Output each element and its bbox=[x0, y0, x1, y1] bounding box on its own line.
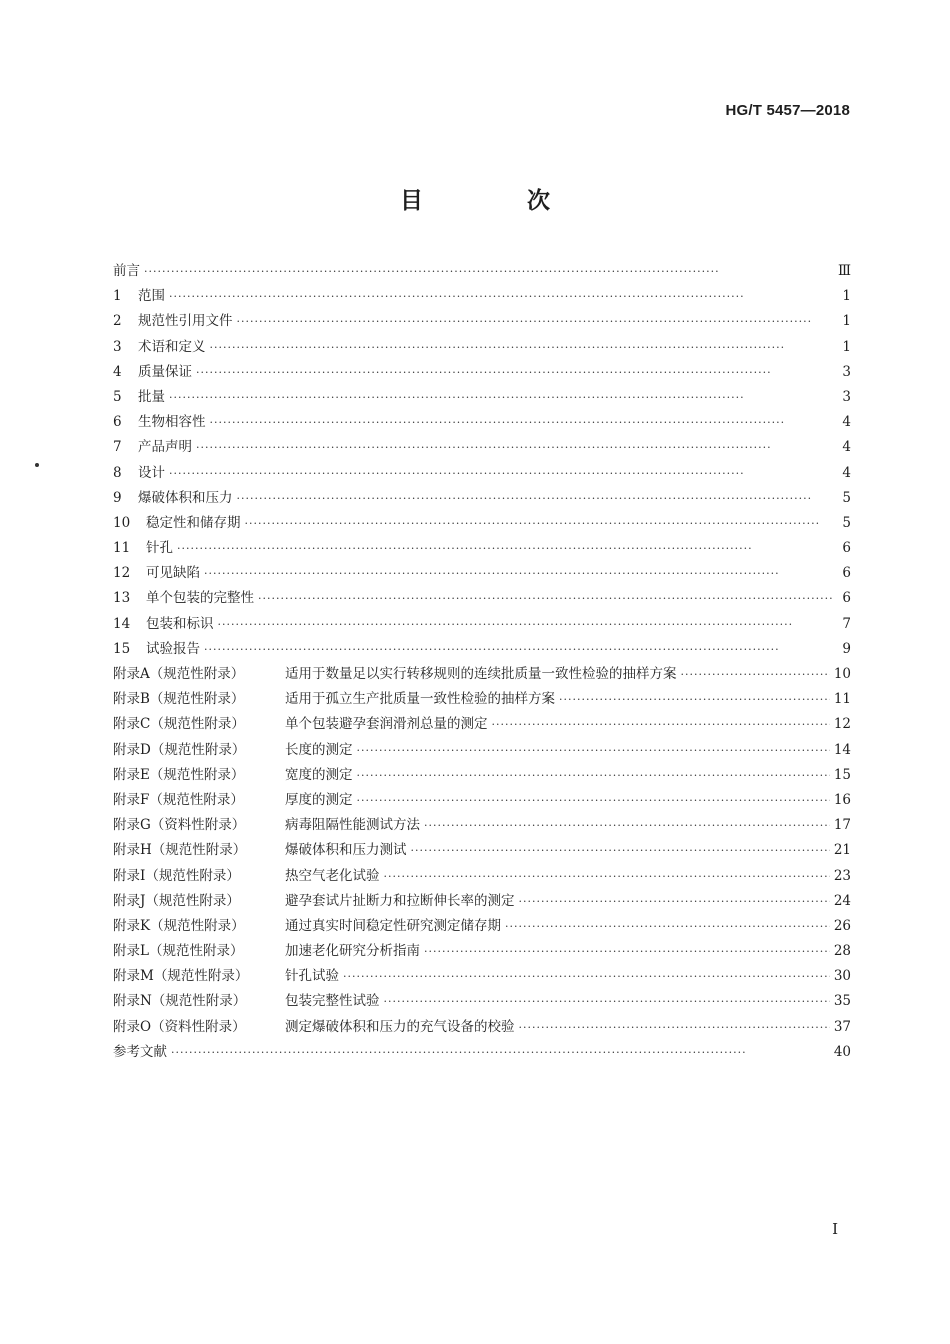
toc-dot-leader bbox=[169, 467, 833, 480]
toc-entry[interactable] bbox=[113, 435, 851, 460]
toc-entry[interactable] bbox=[113, 486, 851, 511]
toc-dot-leader bbox=[505, 920, 830, 933]
toc-entry-title: 针孔 bbox=[146, 540, 173, 557]
toc-page-number: 5 bbox=[842, 489, 851, 506]
toc-page-number: Ⅲ bbox=[837, 263, 851, 279]
toc-entry[interactable] bbox=[113, 662, 851, 687]
toc-entry-title: 范围 bbox=[138, 288, 165, 305]
toc-page-number: 3 bbox=[842, 363, 851, 380]
toc-appendix-label: 附录B（规范性附录） bbox=[113, 691, 245, 708]
toc-entry[interactable] bbox=[113, 889, 851, 914]
toc-appendix-label: 附录M（规范性附录） bbox=[113, 968, 249, 985]
toc-entry[interactable] bbox=[113, 939, 851, 964]
toc-page-number: 6 bbox=[842, 565, 851, 582]
toc-entry-title: 针孔试验 bbox=[285, 968, 339, 985]
toc-page-number: 15 bbox=[833, 766, 851, 783]
toc-entry[interactable] bbox=[113, 536, 851, 561]
toc-section-number: 8 bbox=[113, 464, 122, 481]
toc-entry-title: 设计 bbox=[138, 464, 165, 481]
toc-section-number: 2 bbox=[113, 313, 122, 330]
toc-entry[interactable] bbox=[113, 989, 851, 1014]
toc-appendix-label: 附录L（规范性附录） bbox=[113, 943, 244, 960]
toc-entry-title: 规范性引用文件 bbox=[138, 313, 233, 330]
toc-appendix-label: 附录E（规范性附录） bbox=[113, 766, 245, 783]
toc-entry[interactable] bbox=[113, 309, 851, 334]
toc-entry-title: 长度的测定 bbox=[285, 741, 353, 758]
toc-dot-leader bbox=[204, 643, 833, 656]
toc-entry-title: 适用于孤立生产批质量一致性检验的抽样方案 bbox=[285, 691, 555, 708]
toc-section-number: 4 bbox=[113, 363, 122, 380]
toc-appendix-label: 附录N（规范性附录） bbox=[113, 993, 247, 1010]
toc-dot-leader bbox=[424, 945, 830, 958]
toc-entry[interactable] bbox=[113, 259, 851, 284]
toc-entry-title: 测定爆破体积和压力的充气设备的校验 bbox=[285, 1018, 515, 1035]
toc-entry[interactable] bbox=[113, 763, 851, 788]
toc-entry-title: 加速老化研究分析指南 bbox=[285, 943, 420, 960]
toc-page-number: 14 bbox=[833, 741, 851, 758]
toc-entry-title: 单个包装避孕套润滑剂总量的测定 bbox=[285, 716, 488, 733]
toc-entry-title: 热空气老化试验 bbox=[285, 867, 380, 884]
toc-entry[interactable] bbox=[113, 612, 851, 637]
toc-page-number: 35 bbox=[833, 993, 851, 1010]
toc-page-number: 6 bbox=[842, 590, 851, 607]
toc-dot-leader bbox=[681, 668, 830, 681]
toc-entry[interactable] bbox=[113, 1015, 851, 1040]
toc-dot-leader bbox=[424, 819, 830, 832]
toc-page-number: 24 bbox=[833, 892, 851, 909]
toc-dot-leader bbox=[357, 769, 830, 782]
toc-section-number: 13 bbox=[113, 590, 131, 607]
toc-section-number: 5 bbox=[113, 388, 122, 405]
toc-dot-leader bbox=[237, 315, 834, 328]
toc-section-number: 1 bbox=[113, 288, 122, 305]
toc-page-number: 1 bbox=[842, 313, 851, 330]
toc-entry-title: 避孕套试片扯断力和拉断伸长率的测定 bbox=[285, 892, 515, 909]
toc-page-number: 5 bbox=[842, 514, 851, 531]
toc-section-number: 9 bbox=[113, 489, 122, 506]
toc-entry-title: 厚度的测定 bbox=[285, 791, 353, 808]
toc-page-number: 4 bbox=[842, 439, 851, 456]
scan-speck bbox=[35, 463, 39, 467]
page-title: 目 次 bbox=[399, 188, 598, 214]
toc-dot-leader bbox=[169, 290, 833, 303]
toc-dot-leader bbox=[384, 995, 830, 1008]
toc-page-number: 21 bbox=[833, 842, 851, 859]
toc-entry-title: 包装和标识 bbox=[146, 615, 214, 632]
toc-dot-leader bbox=[384, 870, 830, 883]
toc-dot-leader bbox=[245, 517, 834, 530]
table-of-contents bbox=[113, 259, 851, 1065]
toc-entry-title: 稳定性和储存期 bbox=[146, 514, 241, 531]
toc-entry[interactable] bbox=[113, 410, 851, 435]
toc-page-number: 4 bbox=[842, 464, 851, 481]
toc-dot-leader bbox=[177, 542, 833, 555]
toc-dot-leader bbox=[204, 567, 833, 580]
toc-entry[interactable] bbox=[113, 738, 851, 763]
toc-dot-leader bbox=[559, 693, 830, 706]
toc-entry[interactable] bbox=[113, 461, 851, 486]
toc-page-number: 1 bbox=[842, 288, 851, 305]
toc-page-number: 16 bbox=[833, 791, 851, 808]
toc-section-number: 11 bbox=[113, 540, 131, 557]
toc-dot-leader bbox=[519, 895, 830, 908]
toc-appendix-label: 附录K（规范性附录） bbox=[113, 917, 245, 934]
toc-entry-title: 前言 bbox=[113, 263, 140, 279]
toc-entry-title: 批量 bbox=[138, 388, 165, 405]
toc-appendix-label: 附录J（规范性附录） bbox=[113, 892, 240, 909]
toc-dot-leader bbox=[218, 618, 834, 631]
toc-entry[interactable] bbox=[113, 284, 851, 309]
toc-section-number: 6 bbox=[113, 414, 122, 431]
toc-dot-leader bbox=[411, 844, 830, 857]
toc-section-number: 15 bbox=[113, 640, 131, 657]
toc-appendix-label: 附录D（规范性附录） bbox=[113, 741, 246, 758]
toc-appendix-label: 附录G（资料性附录） bbox=[113, 817, 246, 834]
toc-appendix-label: 附录H（规范性附录） bbox=[113, 842, 247, 859]
toc-dot-leader bbox=[343, 970, 830, 983]
toc-page-number: 30 bbox=[833, 968, 851, 985]
toc-page-number: 37 bbox=[833, 1018, 851, 1035]
toc-entry[interactable] bbox=[113, 788, 851, 813]
toc-page-number: 1 bbox=[842, 338, 851, 355]
toc-dot-leader bbox=[169, 391, 833, 404]
standard-code: HG/T 5457—2018 bbox=[725, 102, 850, 119]
toc-appendix-label: 附录F（规范性附录） bbox=[113, 791, 244, 808]
toc-entry-title: 通过真实时间稳定性研究测定储存期 bbox=[285, 917, 501, 934]
toc-dot-leader bbox=[210, 341, 834, 354]
toc-entry[interactable] bbox=[113, 511, 851, 536]
toc-page-number: 9 bbox=[842, 640, 851, 657]
toc-entry-title: 病毒阻隔性能测试方法 bbox=[285, 817, 420, 834]
toc-section-number: 7 bbox=[113, 439, 122, 456]
toc-section-number: 12 bbox=[113, 565, 131, 582]
toc-page-number: 3 bbox=[842, 388, 851, 405]
toc-page-number: 40 bbox=[833, 1043, 851, 1060]
toc-page-number: 26 bbox=[833, 917, 851, 934]
toc-entry[interactable] bbox=[113, 637, 851, 662]
toc-page-number: 4 bbox=[842, 414, 851, 431]
toc-entry[interactable] bbox=[113, 561, 851, 586]
toc-entry[interactable] bbox=[113, 914, 851, 939]
toc-entry[interactable] bbox=[113, 864, 851, 889]
toc-dot-leader bbox=[492, 718, 830, 731]
toc-dot-leader bbox=[144, 265, 833, 278]
toc-dot-leader bbox=[357, 744, 830, 757]
toc-appendix-label: 附录I（规范性附录） bbox=[113, 867, 240, 884]
toc-dot-leader bbox=[210, 416, 834, 429]
toc-entry[interactable] bbox=[113, 360, 851, 385]
toc-page-number: 10 bbox=[833, 666, 851, 682]
toc-entry[interactable] bbox=[113, 586, 851, 611]
toc-entry-title: 参考文献 bbox=[113, 1043, 167, 1060]
toc-page-number: 23 bbox=[833, 867, 851, 884]
toc-page-number: 17 bbox=[833, 817, 851, 834]
toc-entry-title: 生物相容性 bbox=[138, 414, 206, 431]
toc-dot-leader bbox=[196, 441, 833, 454]
toc-appendix-label: 附录A（规范性附录） bbox=[113, 666, 245, 682]
toc-entry-title: 试验报告 bbox=[146, 640, 200, 657]
toc-entry[interactable] bbox=[113, 335, 851, 360]
toc-entry-title: 爆破体积和压力测试 bbox=[285, 842, 407, 859]
toc-entry-title: 产品声明 bbox=[138, 439, 192, 456]
toc-entry-title: 宽度的测定 bbox=[285, 766, 353, 783]
toc-entry[interactable] bbox=[113, 712, 851, 737]
toc-entry[interactable] bbox=[113, 385, 851, 410]
toc-appendix-label: 附录C（规范性附录） bbox=[113, 716, 245, 733]
toc-section-number: 10 bbox=[113, 514, 131, 531]
toc-page-number: 7 bbox=[842, 615, 851, 632]
toc-entry-title: 包装完整性试验 bbox=[285, 993, 380, 1010]
toc-dot-leader bbox=[171, 1046, 830, 1059]
toc-entry[interactable] bbox=[113, 964, 851, 989]
toc-entry-title: 单个包装的完整性 bbox=[146, 590, 254, 607]
toc-dot-leader bbox=[237, 492, 834, 505]
toc-dot-leader bbox=[519, 1021, 830, 1034]
toc-page-number: 6 bbox=[842, 540, 851, 557]
toc-entry-title: 可见缺陷 bbox=[146, 565, 200, 582]
toc-dot-leader bbox=[258, 592, 833, 605]
toc-entry-title: 爆破体积和压力 bbox=[138, 489, 233, 506]
toc-appendix-label: 附录O（资料性附录） bbox=[113, 1018, 246, 1035]
toc-page-number: 12 bbox=[833, 716, 851, 733]
toc-dot-leader bbox=[196, 366, 833, 379]
toc-page-number: 11 bbox=[833, 691, 851, 708]
toc-entry-title: 质量保证 bbox=[138, 363, 192, 380]
page-folio: Ⅰ bbox=[832, 1220, 838, 1238]
toc-entry[interactable] bbox=[113, 687, 851, 712]
toc-section-number: 14 bbox=[113, 615, 131, 632]
toc-entry[interactable] bbox=[113, 838, 851, 863]
toc-entry[interactable] bbox=[113, 1040, 851, 1065]
toc-dot-leader bbox=[357, 794, 830, 807]
toc-entry-title: 术语和定义 bbox=[138, 338, 206, 355]
toc-page-number: 28 bbox=[833, 943, 851, 960]
toc-entry-title: 适用于数量足以实行转移规则的连续批质量一致性检验的抽样方案 bbox=[285, 666, 677, 682]
toc-section-number: 3 bbox=[113, 338, 122, 355]
toc-entry[interactable] bbox=[113, 813, 851, 838]
